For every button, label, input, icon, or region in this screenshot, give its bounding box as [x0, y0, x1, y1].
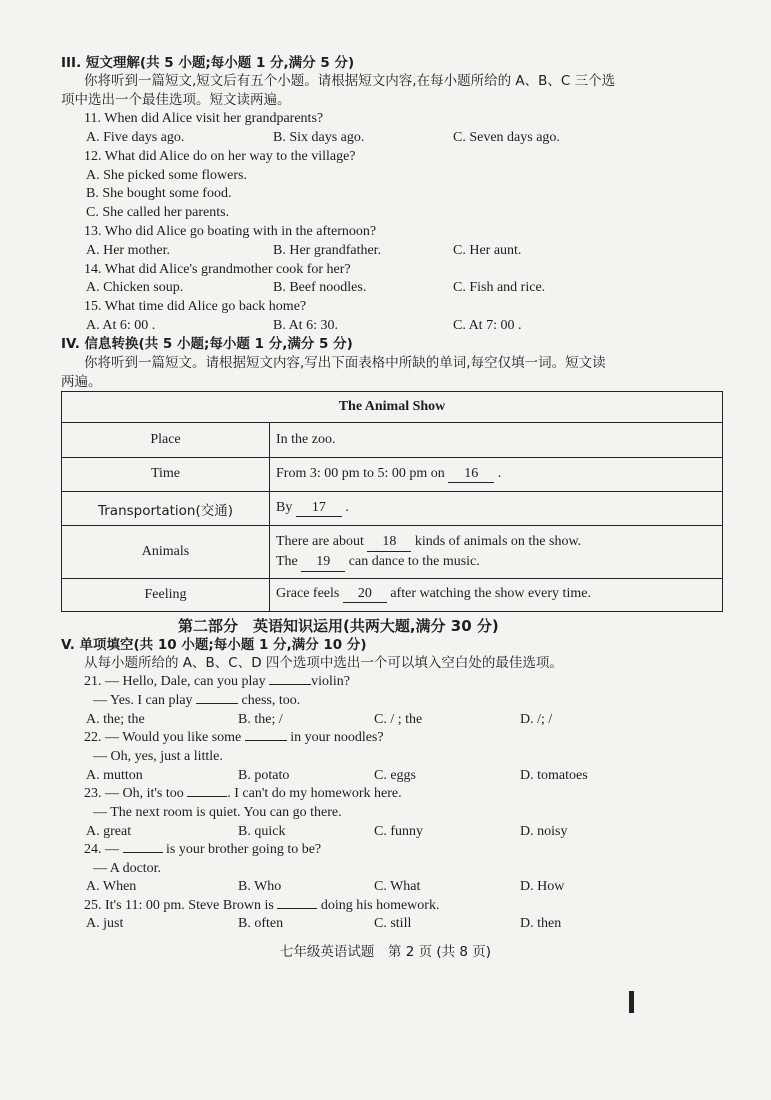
- section-4-heading: IV. 信息转换(共 5 小题;每小题 1 分,满分 5 分): [61, 336, 353, 352]
- q21-option-d: D. /; /: [520, 712, 553, 727]
- animals-value: [270, 526, 723, 578]
- feeling-text: Grace feels: [276, 586, 340, 602]
- question-25-line-1: [84, 897, 439, 915]
- q11-option-a: A. Five days ago.: [86, 130, 185, 145]
- time-text: From 3: 00 pm to 5: 00 pm on: [276, 465, 445, 481]
- q13-option-c: C. Her aunt.: [453, 243, 522, 258]
- q24-option-a: A. When: [86, 879, 137, 894]
- q13-option-a: A. Her mother.: [86, 243, 170, 258]
- blank-16: 16: [448, 466, 494, 483]
- transportation-label: Transportation(交通): [62, 491, 270, 525]
- transportation-value: [270, 491, 723, 525]
- animals-line-1: [276, 532, 716, 552]
- q23-option-b: B. quick: [238, 824, 286, 839]
- q21-stem-end: violin?: [311, 674, 350, 689]
- section-4-instruction: 你将听到一篇短文。请根据短文内容,写出下面表格中所缺的单词,每空仅填一词。短文读: [84, 355, 606, 371]
- q21-blank-1: [269, 684, 311, 685]
- q14-option-b: B. Beef noodles.: [273, 280, 367, 295]
- table-title: The Animal Show: [62, 392, 723, 423]
- q21-reply: — Yes. I can play: [93, 693, 193, 708]
- q22-stem: 22. — Would you like some: [84, 730, 242, 745]
- question-21-line-1: [84, 673, 350, 691]
- animals2-text: The: [276, 553, 298, 569]
- question-15: 15. What time did Alice go back home?: [84, 299, 307, 314]
- q12-option-c: C. She called her parents.: [86, 205, 230, 220]
- q23-stem: 23. — Oh, it's too: [84, 786, 184, 801]
- animal-show-table: [61, 391, 723, 612]
- q24-stem: 24. —: [84, 842, 119, 857]
- question-21-line-2: [93, 692, 300, 710]
- question-22-line-2: — Oh, yes, just a little.: [93, 749, 223, 764]
- transportation-end: .: [345, 500, 349, 516]
- section-5-heading: V. 单项填空(共 10 小题;每小题 1 分,满分 10 分): [61, 637, 367, 653]
- q22-option-b: B. potato: [238, 768, 290, 783]
- q12-option-a: A. She picked some flowers.: [86, 168, 247, 183]
- q24-option-d: D. How: [520, 879, 565, 894]
- q25-option-b: B. often: [238, 916, 284, 931]
- q23-blank: [187, 796, 227, 797]
- animals-text: There are about: [276, 533, 364, 549]
- q22-option-a: A. mutton: [86, 768, 143, 783]
- q22-blank: [245, 740, 287, 741]
- animals-line-2: [276, 552, 716, 572]
- q22-option-c: C. eggs: [374, 768, 416, 783]
- blank-20: 20: [343, 586, 387, 603]
- question-14: 14. What did Alice's grandmother cook for her?: [84, 262, 351, 277]
- question-13: 13. Who did Alice go boating with in the afternoon?: [84, 224, 377, 239]
- q13-option-b: B. Her grandfather.: [273, 243, 382, 258]
- page-footer: 七年级英语试题 第 2 页 (共 8 页): [279, 944, 492, 960]
- q23-option-a: A. great: [86, 824, 132, 839]
- time-end: .: [497, 465, 502, 481]
- q15-option-c: C. At 7: 00 .: [453, 318, 522, 333]
- q14-option-a: A. Chicken soup.: [86, 280, 184, 295]
- q25-option-a: A. just: [86, 916, 124, 931]
- q24-option-c: C. What: [374, 879, 421, 894]
- section-3-instruction: 你将听到一篇短文,短文后有五个小题。请根据短文内容,在每小题所给的 A、B、C 三个选: [84, 73, 616, 89]
- part-2-heading: 第二部分 英语知识运用(共两大题,满分 30 分): [178, 617, 499, 635]
- question-23-line-1: [84, 785, 402, 803]
- q21-option-a: A. the; the: [86, 712, 145, 727]
- q11-option-c: C. Seven days ago.: [453, 130, 560, 145]
- place-label: Place: [62, 423, 270, 457]
- question-11: 11. When did Alice visit her grandparents?: [84, 111, 324, 126]
- section-4-instruction-cont: 两遍。: [61, 374, 102, 390]
- question-23-line-2: — The next room is quiet. You can go there.: [93, 805, 342, 820]
- q21-stem: 21. — Hello, Dale, can you play: [84, 674, 266, 689]
- blank-18: 18: [367, 532, 411, 552]
- q24-blank: [123, 852, 163, 853]
- q21-reply-end: chess, too.: [241, 693, 301, 708]
- q23-option-d: D. noisy: [520, 824, 568, 839]
- q25-option-d: D. then: [520, 916, 562, 931]
- feeling-value: [270, 578, 723, 611]
- q24-stem-end: is your brother going to be?: [166, 842, 322, 857]
- transportation-text: By: [276, 500, 293, 516]
- q21-blank-2: [196, 703, 238, 704]
- animals2-text-end: can dance to the music.: [348, 553, 480, 569]
- q11-option-b: B. Six days ago.: [273, 130, 365, 145]
- q21-option-b: B. the; /: [238, 712, 283, 727]
- q14-option-c: C. Fish and rice.: [453, 280, 546, 295]
- section-3-heading: III. 短文理解(共 5 小题;每小题 1 分,满分 5 分): [61, 55, 355, 71]
- question-12: 12. What did Alice do on her way to the village?: [84, 149, 356, 164]
- question-24-line-2: — A doctor.: [93, 861, 162, 876]
- blank-19: 19: [301, 552, 345, 572]
- q12-option-b: B. She bought some food.: [86, 186, 232, 201]
- section-3-instruction-cont: 项中选出一个最佳选项。短文读两遍。: [61, 92, 291, 108]
- q23-option-c: C. funny: [374, 824, 423, 839]
- q24-option-b: B. Who: [238, 879, 282, 894]
- feeling-label: Feeling: [62, 578, 270, 611]
- feeling-text-end: after watching the show every time.: [390, 586, 591, 602]
- animals-label: Animals: [62, 526, 270, 578]
- animals-text-end: kinds of animals on the show.: [414, 533, 582, 549]
- q25-blank: [277, 908, 317, 909]
- q25-stem: 25. It's 11: 00 pm. Steve Brown is: [84, 898, 274, 913]
- question-24-line-1: [84, 841, 321, 859]
- q25-option-c: C. still: [374, 916, 412, 931]
- question-22-line-1: [84, 729, 384, 747]
- q22-option-d: D. tomatoes: [520, 768, 588, 783]
- blank-17: 17: [296, 500, 342, 517]
- q21-option-c: C. / ; the: [374, 712, 423, 727]
- q15-option-a: A. At 6: 00 .: [86, 318, 156, 333]
- q15-option-b: B. At 6: 30.: [273, 318, 338, 333]
- section-5-instruction: 从每小题所给的 A、B、C、D 四个选项中选出一个可以填入空白处的最佳选项。: [84, 655, 563, 671]
- place-value: In the zoo.: [270, 423, 723, 457]
- scan-mark: [629, 991, 634, 1013]
- q22-stem-end: in your noodles?: [290, 730, 384, 745]
- q23-stem-end: . I can't do my homework here.: [227, 786, 402, 801]
- q25-stem-end: doing his homework.: [320, 898, 440, 913]
- time-value: [270, 457, 723, 491]
- time-label: Time: [62, 457, 270, 491]
